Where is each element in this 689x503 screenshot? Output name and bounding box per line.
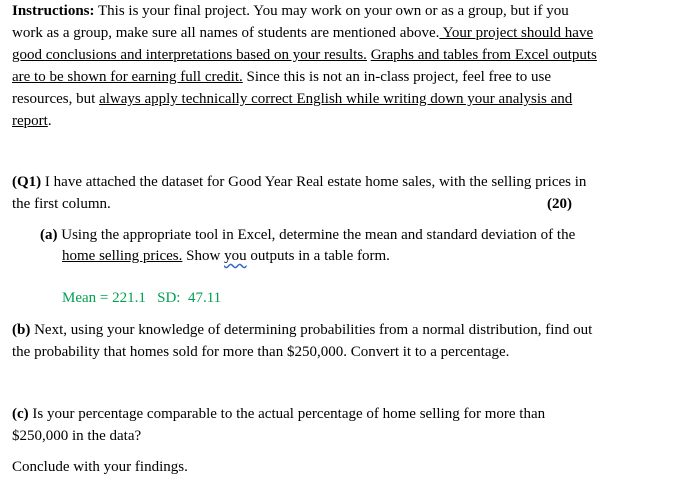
instructions-text-6: report [12,113,48,129]
instructions-line-2 [12,23,593,43]
part-a-text-2b: Show [182,248,225,264]
instructions-period: . [47,113,52,129]
instructions-label: Instructions: [12,3,95,19]
q1-line-2 [12,194,572,214]
part-c-text-1: Is your percentage comparable to the actual percentage of home selling for more than [28,406,546,422]
instructions-text-1: This is your final project. You may work on your own or as a group, but if you [94,3,569,19]
part-a-label: (a) [40,227,58,243]
instructions-line-4 [12,67,551,87]
instructions-line-3 [12,45,597,65]
instructions-line-1 [12,1,569,21]
part-b-text-1: Next, using your knowledge of determining probabilities from a normal distribution, find out [30,322,593,338]
instructions-line-6 [12,111,52,131]
part-b-line-1 [12,320,592,340]
q1-label: (Q1) [12,174,42,190]
q1-text-1: I have attached the dataset for Good Year Real estate home sales, with the selling prices in [41,174,587,190]
instructions-text-3a: good conclusions and interpretations based on your results. [12,47,367,63]
part-b-label: (b) [12,322,31,338]
part-a-line-2 [62,246,390,266]
instructions-text-5b: always apply technically correct English while writing down your analysis and [99,91,573,107]
instructions-text-4b: Since this is not an in-class project, feel free to use [242,69,551,85]
part-c-line-2: $250,000 in the data? [12,428,142,444]
part-a-text-2a: home selling prices. [62,248,183,264]
part-a-text-2c: you [224,248,247,264]
instructions-text-5a: resources, but [12,91,100,107]
instructions-text-2a: work as a group, make sure all names of students are mentioned above. [12,25,440,41]
part-c-line-1 [12,404,545,424]
q1-line-1 [12,172,586,192]
part-a-text-2d: outputs in a table form. [246,248,390,264]
part-b-line-2: the probability that homes sold for more than $250,000. Convert it to a percentage. [12,344,510,360]
conclusion-text: Conclude with your findings. [12,459,188,475]
part-a-answer: Mean = 221.1 SD: 47.11 [62,290,222,306]
q1-text-2: the first column. [12,196,111,212]
instructions-line-5 [12,89,572,109]
part-a-line-1 [40,225,575,245]
instructions-text-3c: Graphs and tables from Excel outputs [370,47,597,63]
instructions-text-4a: are to be shown for earning full credit. [12,69,243,85]
part-a-text-1: Using the appropriate tool in Excel, determine the mean and standard deviation of the [57,227,576,243]
q1-points: (20) [547,196,572,212]
part-c-label: (c) [12,406,29,422]
instructions-text-2b: Your project should have [439,25,594,41]
